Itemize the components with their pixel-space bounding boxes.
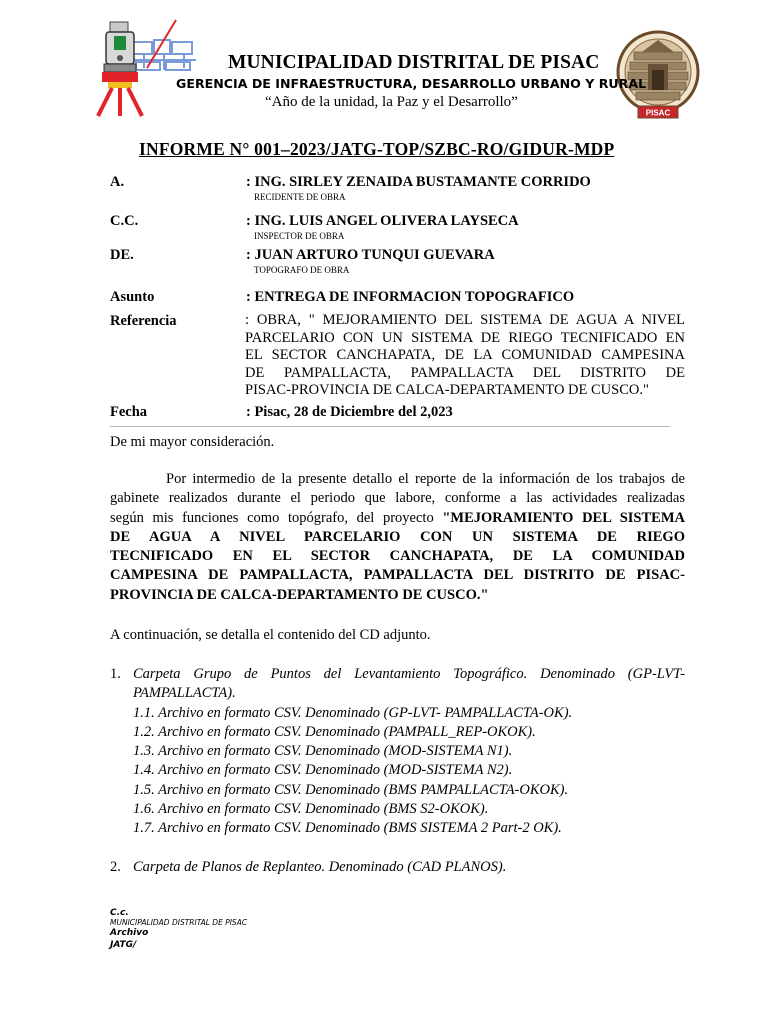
seal-label: PISAC xyxy=(645,108,671,118)
reference-label: Referencia xyxy=(110,313,177,329)
reference-line: : OBRA, " MEJORAMIENTO DEL SISTEMA DE AGUA A NIVEL xyxy=(245,312,685,328)
list-item: Carpeta de Planos de Replanteo. Denominado (CAD PLANOS). xyxy=(133,859,507,875)
cc-label: C.C. xyxy=(110,213,139,229)
list-item-number: 2. xyxy=(110,859,121,875)
cc-value: : ING. LUIS ANGEL OLIVERA LAYSECA xyxy=(246,213,519,229)
reference-line: EL SECTOR CANCHAPATA, DE LA COMUNIDAD CAMPESINA xyxy=(245,347,685,364)
subject-value: : ENTREGA DE INFORMACION TOPOGRAFICO xyxy=(246,289,575,305)
reference-line: PARCELARIO CON UN SISTEMA DE RIEGO TECNIFICADO EN xyxy=(245,329,685,346)
sub-list-item: 1.2. Archivo en formato CSV. Denominado (PAMPALL_REP-OKOK). xyxy=(133,724,536,740)
to-role: RECIDENTE DE OBRA xyxy=(254,192,346,202)
cc-archive: Archivo xyxy=(110,928,149,938)
department-subtitle: GERENCIA DE INFRAESTRUCTURA, DESARROLLO URBANO Y RURAL xyxy=(176,76,647,91)
author-initials: JATG/ xyxy=(110,940,137,950)
paragraph-line xyxy=(110,509,685,528)
report-title: INFORME N° 001–2023/JATG-TOP/SZBC-RO/GIDUR-MDP xyxy=(139,139,615,159)
reference-line: DE PAMPALLACTA, PAMPALLACTA DEL DISTRITO DE xyxy=(245,364,685,381)
reference-line: PISAC-PROVINCIA DE CALCA-DEPARTAMENTO DE CUSCO." xyxy=(245,382,649,399)
sub-list-item: 1.4. Archivo en formato CSV. Denominado (MOD-SISTEMA N2). xyxy=(133,762,513,778)
cd-intro: A continuación, se detalla el contenido del CD adjunto. xyxy=(110,627,431,643)
project-name: PROVINCIA DE CALCA-DEPARTAMENTO DE CUSCO." xyxy=(110,586,489,603)
divider xyxy=(110,426,670,427)
from-role: TOPOGRAFO DE OBRA xyxy=(254,265,350,275)
list-item: Carpeta Grupo de Puntos del Levantamiento Topográfico. Denominado (GP-LVT- xyxy=(133,666,685,682)
sub-list-item: 1.3. Archivo en formato CSV. Denominado (MOD-SISTEMA N1). xyxy=(133,743,513,759)
to-label: A. xyxy=(110,174,125,190)
project-name: TECNIFICADO EN EL SECTOR CANCHAPATA, DE LA COMUNIDAD xyxy=(110,548,685,565)
year-motto: “Año de la unidad, la Paz y el Desarrollo” xyxy=(265,94,518,110)
list-item-number: 1. xyxy=(110,666,121,682)
sub-list-item: 1.1. Archivo en formato CSV. Denominado (GP-LVT- PAMPALLACTA-OK). xyxy=(133,705,573,721)
project-name: "MEJORAMIENTO DEL SISTEMA xyxy=(442,509,686,526)
paragraph-line xyxy=(110,566,685,585)
from-label: DE. xyxy=(110,247,134,263)
municipality-title: MUNICIPALIDAD DISTRITAL DE PISAC xyxy=(228,52,600,73)
cc-footer: C.c. xyxy=(110,908,129,918)
sub-list-item: 1.7. Archivo en formato CSV. Denominado (BMS SISTEMA 2 Part-2 OK). xyxy=(133,820,562,836)
paragraph-line: Por intermedio de la presente detallo el reporte de la información de los trabajos de xyxy=(166,471,685,487)
paragraph-line xyxy=(110,586,685,605)
paragraph-line: gabinete realizados durante el periodo que labore, conforme a las actividades realizadas xyxy=(110,490,685,507)
cc-role: INSPECTOR DE OBRA xyxy=(254,231,345,241)
cc-org: MUNICIPALIDAD DISTRITAL DE PISAC xyxy=(110,918,248,927)
paragraph-text: según mis funciones como topógrafo, del proyecto xyxy=(110,509,443,526)
from-value: : JUAN ARTURO TUNQUI GUEVARA xyxy=(246,247,495,263)
surveying-total-station-icon xyxy=(92,12,200,118)
body-paragraph xyxy=(110,470,685,605)
sub-list-item: 1.6. Archivo en formato CSV. Denominado (BMS S2-OKOK). xyxy=(133,801,489,817)
project-name: CAMPESINA DE PAMPALLACTA, PAMPALLACTA DEL DISTRITO DE PISAC- xyxy=(110,567,685,584)
paragraph-line xyxy=(110,547,685,566)
sub-list-item: 1.5. Archivo en formato CSV. Denominado (BMS PAMPALLACTA-OKOK). xyxy=(133,782,569,798)
date-value: : Pisac, 28 de Diciembre del 2,023 xyxy=(246,404,453,420)
paragraph-line xyxy=(110,528,685,547)
greeting: De mi mayor consideración. xyxy=(110,434,275,450)
reference-text xyxy=(245,312,685,400)
date-label: Fecha xyxy=(110,404,148,420)
subject-label: Asunto xyxy=(110,289,155,305)
project-name: DE AGUA A NIVEL PARCELARIO CON UN SISTEMA DE RIEGO xyxy=(110,528,685,545)
list-item: PAMPALLACTA). xyxy=(133,685,236,701)
to-value: : ING. SIRLEY ZENAIDA BUSTAMANTE CORRIDO xyxy=(246,174,591,190)
